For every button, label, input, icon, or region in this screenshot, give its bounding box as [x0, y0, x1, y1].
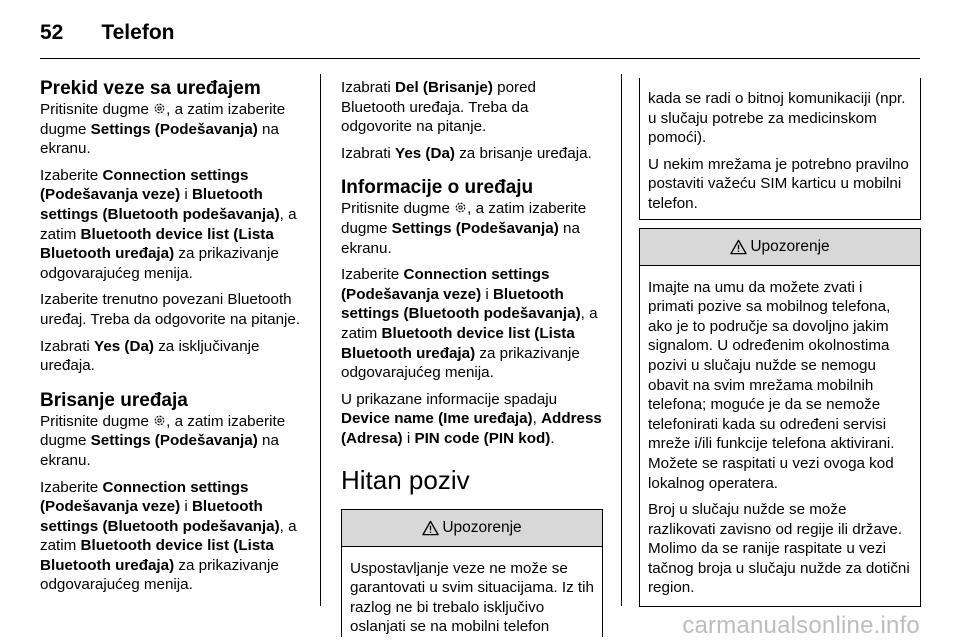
bluetooth-settings-label: Bluetooth settings (Bluetooth podešavanja) [40, 498, 280, 535]
text: Pritisnite dugme [341, 200, 455, 218]
yes-label: Yes (Da) [395, 144, 455, 162]
column-2 [341, 78, 603, 637]
text: , [532, 410, 542, 428]
text: na ekranu. [40, 120, 279, 158]
paragraph [341, 144, 603, 164]
text: i [180, 498, 192, 516]
paragraph: Broj u slučaju nužde se može razlikovati zavisno od regije ili države. Molimo da se ranije raspitate u vezi tačnog broja u slučaju nužde za dotični region. [648, 501, 910, 597]
text: , a zatim [341, 305, 598, 342]
warning-body: Uspostavljanje veze ne može se garantovati u svim situacijama. Iz tih razlog ne bi trebalo isključivo oslanjati se na mobilni telefon [350, 559, 594, 636]
gear-icon [454, 201, 467, 214]
warning-body [640, 266, 920, 607]
text: za isključivanje uređaja. [40, 337, 260, 375]
watermark: carmanualsonline.info [682, 612, 920, 639]
text: za brisanje uređaja. [454, 144, 592, 162]
text: , a zatim [40, 517, 297, 555]
device-list-label: Bluetooth device list (Lista Bluetooth uređaja) [40, 225, 274, 263]
text: za prikazivanje odgovarajućeg menija. [40, 556, 279, 594]
warning-header [640, 229, 920, 266]
section-heading-disconnect: Prekid veze sa uređajem [40, 78, 261, 99]
text: za prikazivanje odgovarajućeg menija. [40, 245, 279, 282]
text: i [402, 429, 415, 447]
page-title: Telefon [101, 21, 175, 44]
device-list-label: Bluetooth device list (Lista Bluetooth uređaja) [40, 537, 274, 574]
text: Izaberite [341, 266, 404, 284]
section-heading-delete: Brisanje uređaja [40, 389, 188, 411]
main-heading-emergency-call: Hitan poziv [341, 464, 470, 495]
paragraph [40, 412, 310, 471]
text: Pritisnite dugme [40, 101, 154, 118]
paragraph: U nekim mrežama je potrebno pravilno postaviti važeću SIM karticu u mobilni telefon. [648, 155, 909, 212]
column-divider-2 [621, 74, 622, 606]
paragraph [341, 265, 603, 383]
device-name-label: Device name (Ime uređaja) [341, 410, 533, 428]
warning-title: Upozorenje [442, 518, 522, 536]
paragraph [341, 199, 603, 258]
page-header [40, 18, 174, 48]
paragraph [40, 337, 310, 376]
bluetooth-settings-label: Bluetooth settings (Bluetooth podešavanja) [341, 285, 581, 323]
gear-icon [153, 102, 166, 115]
column-divider-1 [320, 74, 321, 606]
text: U prikazane informacije spadaju [341, 390, 558, 408]
text: , a zatim izaberite dugme [40, 101, 286, 138]
header-rule [40, 58, 920, 59]
pin-code-label: PIN code (PIN kod) [414, 429, 551, 447]
settings-label: Settings (Podešavanja) [90, 120, 258, 138]
text: , a zatim izaberite dugme [40, 412, 286, 450]
paragraph: Imajte na umu da možete zvati i primati pozive sa mobilnog telefona, ako je to područje sa dovoljno jakim signalom. U određenim okolnostima pozivi u slučaju nužde se nemogu obavit na svim mrežama mobilnih telefona; moguće je da se nemože telefonirati kada su određeni servisi mreže i/ili funkcije telefona aktivirani. Možete se raspitati u vezi ovoga kod lokalnog operatera. [648, 278, 895, 492]
section-heading-device-info: Informacije o uređaju [341, 177, 534, 199]
text: na ekranu. [341, 219, 580, 257]
connection-settings-label: Connection settings (Podešavanja veze) [341, 266, 550, 303]
text: i [180, 186, 192, 204]
warning-header [342, 510, 602, 547]
paragraph [40, 478, 310, 596]
text: Izabrati [341, 144, 396, 162]
settings-label: Settings (Podešavanja) [90, 432, 258, 450]
column-3 [639, 78, 921, 607]
text: za prikazivanje odgovarajućeg menija. [341, 344, 580, 382]
delete-label: Del (Brisanje) [395, 79, 493, 96]
paragraph: Izaberite trenutno povezani Bluetooth uređaj. Treba da odgovorite na pitanje. [40, 291, 301, 328]
text: Izabrati [40, 337, 95, 355]
page-number: 52 [40, 21, 64, 44]
settings-label: Settings (Podešavanja) [391, 219, 559, 237]
text: Izaberite [40, 166, 103, 184]
warning-icon [730, 239, 747, 255]
paragraph [341, 78, 603, 137]
text: Izabrati [341, 79, 396, 96]
device-list-label: Bluetooth device list (Lista Bluetooth uređaja) [341, 324, 575, 362]
text: i [481, 285, 493, 303]
text: na ekranu. [40, 432, 279, 469]
text: , a zatim [40, 205, 297, 243]
bluetooth-settings-label: Bluetooth settings (Bluetooth podešavanja) [40, 186, 280, 223]
connection-settings-label: Connection settings (Podešavanja veze) [40, 166, 249, 204]
address-label: Address (Adresa) [341, 410, 602, 447]
warning-box-continued [639, 78, 921, 220]
text: , a zatim izaberite dugme [341, 200, 587, 237]
warning-box [639, 228, 921, 608]
warning-title: Upozorenje [750, 237, 830, 255]
text: pored Bluetooth uređaja. Treba da odgovorite na pitanje. [341, 79, 537, 136]
paragraph [341, 390, 603, 449]
gear-icon [153, 414, 166, 427]
paragraph: kada se radi o bitnoj komunikaciji (npr. u slučaju potrebe za medicinskom pomoći). [648, 90, 906, 147]
column-1 [40, 78, 310, 602]
connection-settings-label: Connection settings (Podešavanja veze) [40, 478, 249, 516]
warning-icon [422, 520, 439, 536]
yes-label: Yes (Da) [94, 337, 154, 355]
paragraph [40, 166, 310, 284]
text: Pritisnite dugme [40, 412, 154, 430]
text: Izaberite [40, 478, 103, 496]
text: . [550, 429, 555, 447]
warning-box [341, 509, 603, 637]
paragraph [40, 100, 310, 159]
